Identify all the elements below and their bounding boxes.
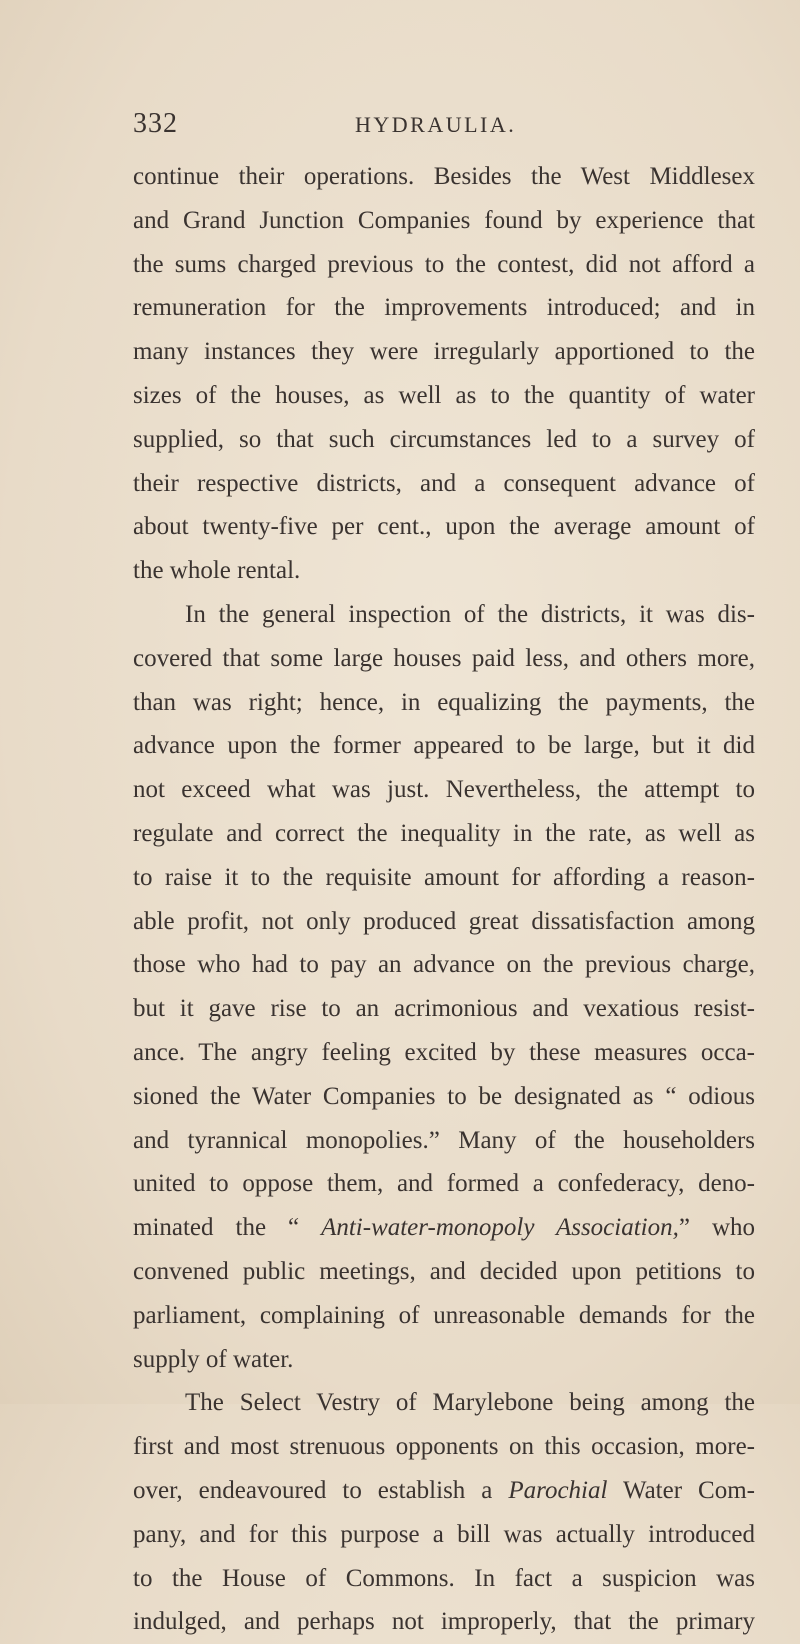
text-line: about twenty-five per cent., upon the average amount of: [133, 513, 755, 541]
paragraph-start-line: In the general inspection of the districts, it was dis-: [185, 600, 755, 628]
text-run: Water Com-: [607, 1476, 755, 1504]
text-line: supply of water.: [133, 1345, 294, 1373]
text-run: minated the “: [133, 1214, 322, 1242]
text-line: the whole rental.: [133, 557, 301, 585]
page-number: 332: [133, 108, 178, 139]
text-line: sioned the Water Companies to be designated as “ odious: [133, 1082, 755, 1110]
text-line: than was right; hence, in equalizing the payments, the: [133, 688, 755, 716]
text-line: sizes of the houses, as well as to the quantity of water: [133, 381, 755, 409]
text-line: many instances they were irregularly apportioned to the: [133, 338, 755, 366]
text-line: covered that some large houses paid less, and others more,: [133, 644, 755, 672]
text-line: convened public meetings, and decided upon petitions to: [133, 1257, 755, 1285]
italic-association-name: Anti-water-monopoly Association,: [321, 1214, 679, 1242]
text-line: the sums charged previous to the contest, did not afford a: [133, 250, 755, 278]
paragraph-start-line: The Select Vestry of Marylebone being among the: [185, 1389, 755, 1417]
text-line: remuneration for the improvements introduced; and in: [133, 294, 755, 322]
text-line: advance upon the former appeared to be large, but it did: [133, 732, 755, 760]
text-line: to raise it to the requisite amount for affording a reason-: [133, 863, 755, 891]
text-line: ance. The angry feeling excited by these measures occa-: [133, 1038, 755, 1066]
text-line: parliament, complaining of unreasonable demands for the: [133, 1301, 755, 1329]
italic-parochial: Parochial: [508, 1476, 608, 1504]
text-line: able profit, not only produced great dissatisfaction among: [133, 907, 755, 935]
text-line: united to oppose them, and formed a confederacy, deno-: [133, 1170, 755, 1198]
text-line-with-italic: [133, 1206, 755, 1250]
text-line: pany, and for this purpose a bill was actually introduced: [133, 1520, 755, 1548]
text-line: and Grand Junction Companies found by experience that: [133, 206, 755, 234]
running-title: HYDRAULIA.: [355, 112, 517, 137]
text-line: indulged, and perhaps not improperly, that the primary: [133, 1608, 755, 1636]
text-line: regulate and correct the inequality in the rate, as well as: [133, 819, 755, 847]
text-line: first and most strenuous opponents on this occasion, more-: [133, 1433, 755, 1461]
text-run: ” who: [678, 1214, 755, 1242]
text-line: and tyrannical monopolies.” Many of the householders: [133, 1126, 755, 1154]
running-head: [133, 108, 760, 142]
text-line: supplied, so that such circumstances led to a survey of: [133, 425, 755, 453]
body-text: [133, 155, 755, 1644]
text-line: not exceed what was just. Nevertheless, the attempt to: [133, 776, 755, 804]
text-run: over, endeavoured to establish a: [133, 1476, 509, 1504]
text-line: continue their operations. Besides the West Middlesex: [133, 163, 755, 190]
text-line: those who had to pay an advance on the previous charge,: [133, 951, 755, 979]
text-line: their respective districts, and a consequent advance of: [133, 469, 755, 497]
text-line: to the House of Commons. In fact a suspicion was: [133, 1564, 755, 1592]
text-line-with-italic: [133, 1469, 755, 1513]
text-line: but it gave rise to an acrimonious and vexatious resist-: [133, 995, 755, 1023]
